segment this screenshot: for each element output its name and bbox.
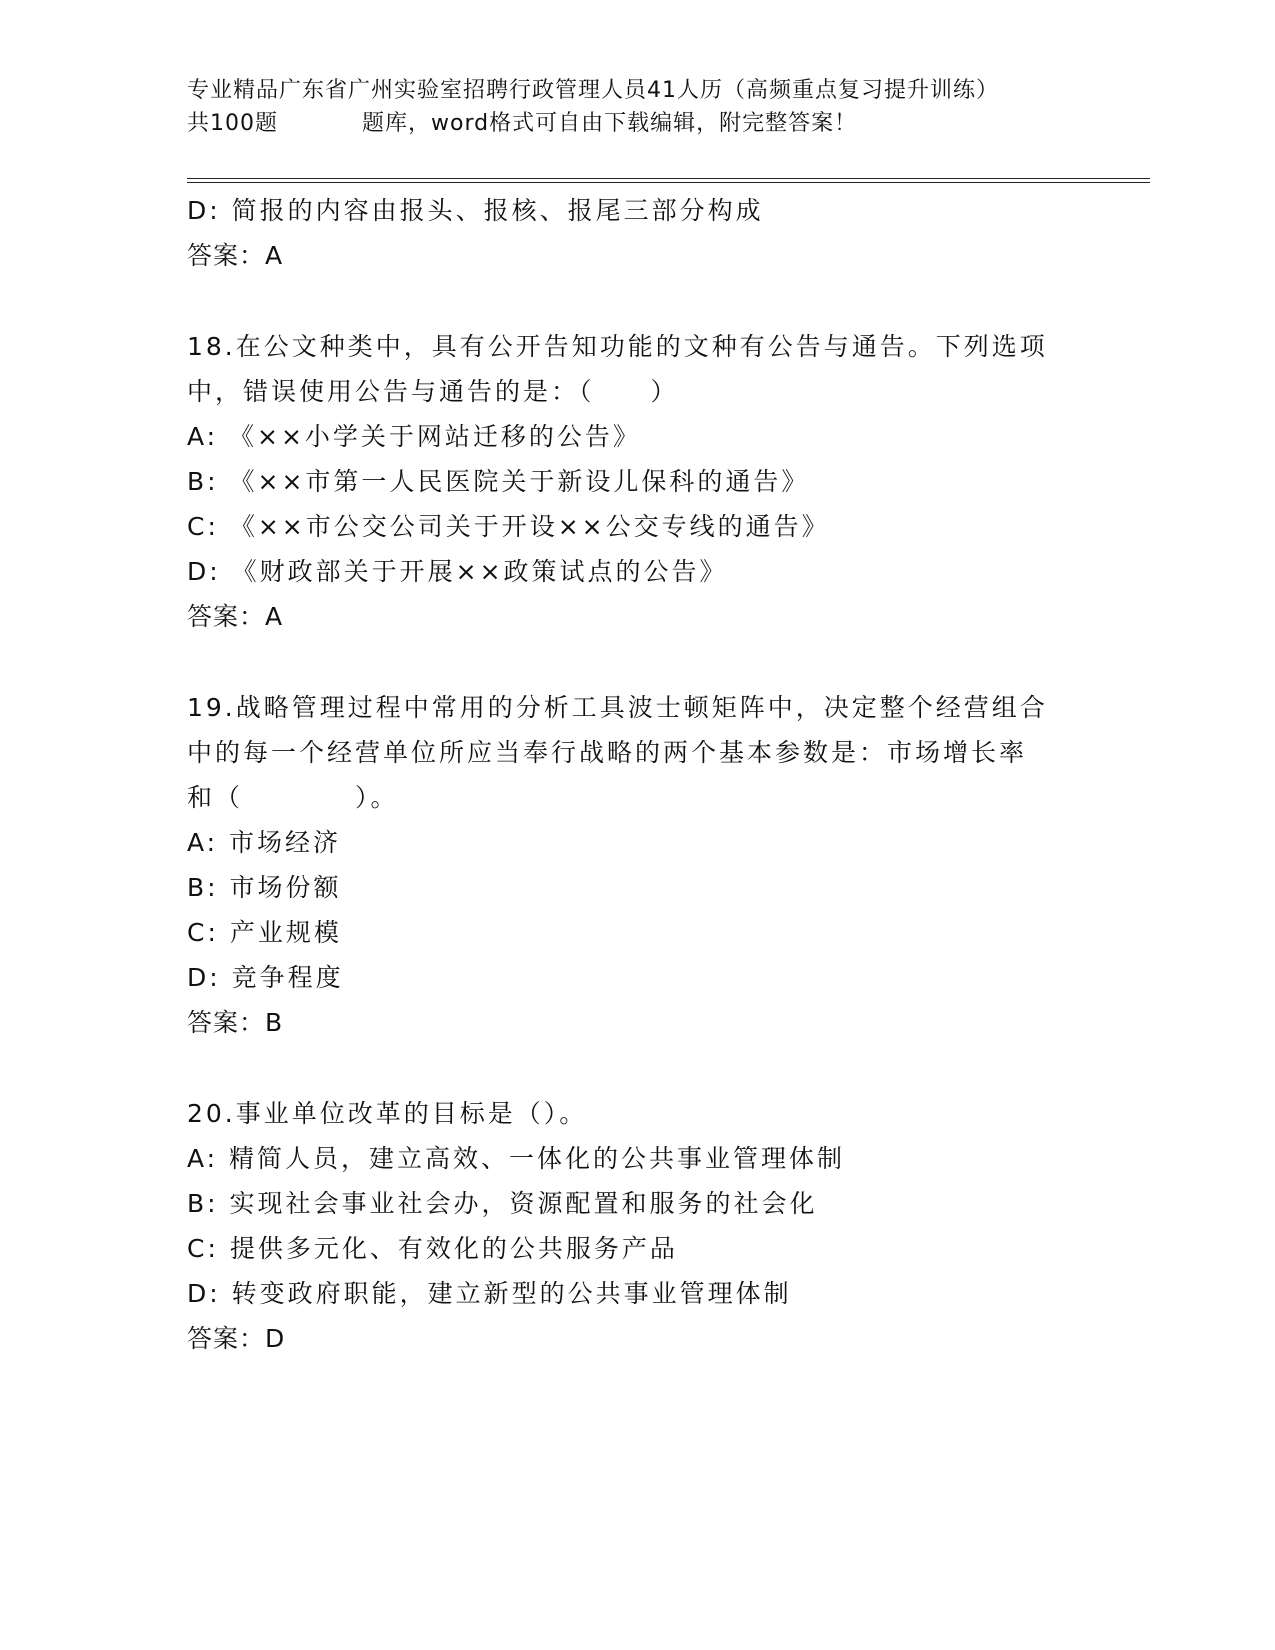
- question-text: 20.事业单位改革的目标是（）。: [187, 1099, 588, 1128]
- option-b: B: 市场份额: [187, 873, 342, 902]
- header-title: 专业精品广东省广州实验室招聘行政管理人员41人历（高频重点复习提升训练）: [187, 78, 999, 103]
- answer-line: 答案：B: [187, 1008, 284, 1037]
- question-19: [187, 685, 1087, 1045]
- option-b: B: 实现社会事业社会办，资源配置和服务的社会化: [187, 1189, 818, 1218]
- question-text: 中，错误使用公告与通告的是：（ ）: [187, 377, 679, 406]
- option-a: A: 市场经济: [187, 828, 342, 857]
- option-c: C: 提供多元化、有效化的公共服务产品: [187, 1234, 678, 1263]
- question-text: 18.在公文种类中，具有公开告知功能的文种有公告与通告。下列选项: [187, 332, 1048, 361]
- document-header: [187, 74, 1147, 140]
- answer-line: 答案：A: [187, 241, 284, 270]
- header-subtitle: [187, 107, 1147, 140]
- header-description: 题库，word格式可自由下载编辑，附完整答案！: [362, 111, 858, 136]
- option-d: D: 转变政府职能，建立新型的公共事业管理体制: [187, 1279, 792, 1308]
- question-text: 中的每一个经营单位所应当奉行战略的两个基本参数是：市场增长率: [187, 738, 1028, 767]
- question-text: 19.战略管理过程中常用的分析工具波士顿矩阵中，决定整个经营组合: [187, 693, 1048, 722]
- header-divider-bottom: [187, 182, 1150, 183]
- header-divider-top: [187, 178, 1150, 179]
- option-d: D: 《财政部关于开展××政策试点的公告》: [187, 557, 728, 586]
- answer-line: 答案：A: [187, 602, 284, 631]
- option-d: D: 简报的内容由报头、报核、报尾三部分构成: [187, 196, 764, 225]
- option-c: C: 《××市公交公司关于开设××公交专线的通告》: [187, 512, 830, 541]
- question-18: [187, 324, 1087, 639]
- answer-line: 答案：D: [187, 1324, 286, 1353]
- option-a: A: 《××小学关于网站迁移的公告》: [187, 422, 641, 451]
- question-text: 和（ ）。: [187, 783, 399, 812]
- option-a: A: 精简人员，建立高效、一体化的公共事业管理体制: [187, 1144, 846, 1173]
- option-c: C: 产业规模: [187, 918, 342, 947]
- option-d: D: 竞争程度: [187, 963, 344, 992]
- option-b: B: 《××市第一人民医院关于新设儿保科的通告》: [187, 467, 810, 496]
- document-body: [187, 188, 1087, 1361]
- question-count: 共100题: [187, 111, 278, 136]
- question-20: [187, 1091, 1087, 1361]
